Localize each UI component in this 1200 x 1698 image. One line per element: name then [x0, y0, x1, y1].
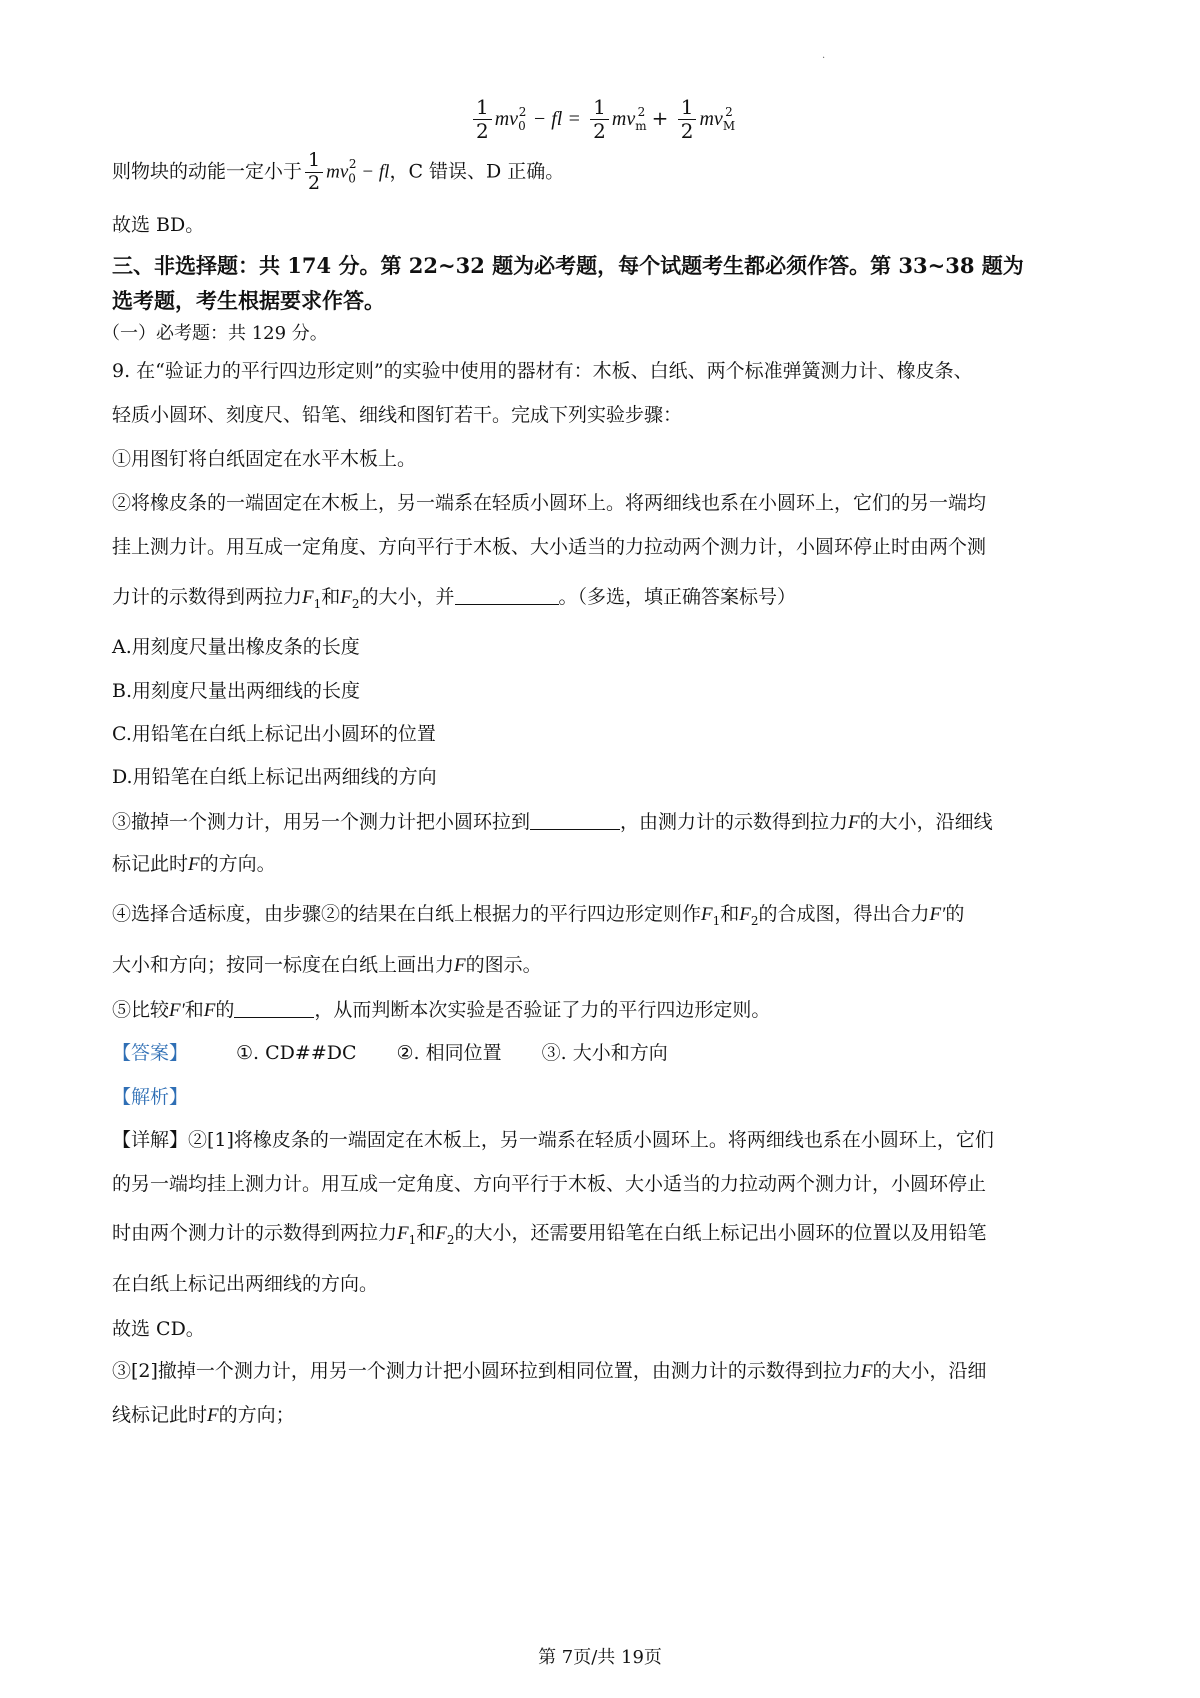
detail-line5: ③[2]撤掉一个测力计，用另一个测力计把小圆环拉到相同位置，由测力计的示数得到拉力F的大小，沿细	[112, 1360, 987, 1382]
detail-line1: 【详解】②[1]将橡皮条的一端固定在木板上，另一端系在轻质小圆环上。将两细线也系在小圆环上，它们	[112, 1129, 994, 1151]
corner-mark: .	[822, 50, 826, 61]
subsection-heading: （一）必考题：共 129 分。	[102, 323, 328, 344]
fraction-half: $\frac{1}{2}$	[590, 96, 609, 143]
step-3-line1: ③撤掉一个测力计，用另一个测力计把小圆环拉到 ，由测力计的示数得到拉力F的大小，沿细线	[112, 811, 993, 833]
fraction-half: $\frac{1}{2}$	[473, 96, 492, 143]
step-3-line2: 标记此时F的方向。	[112, 853, 276, 875]
answer-blank-3	[234, 998, 314, 1018]
answer-blank-2	[530, 810, 620, 830]
page-footer: 第 7页/共 19页	[538, 1647, 662, 1668]
step-1: ①用图钉将白纸固定在水平木板上。	[112, 448, 417, 470]
step-4-line1: ④选择合适标度，由步骤②的结果在白纸上根据力的平行四边形定则作$F_1$和$F_2$的合成图，得出合力F′的	[112, 903, 965, 928]
energy-equation: $\frac{1}{2}$ $mv_0^2$ − fl = $\frac{1}{2}$ $mv_m^2$ + $\frac{1}{2}$ $mv_M^2$	[470, 96, 733, 143]
question-9-line1: 9. 在“验证力的平行四边形定则”的实验中使用的器材有：木板、白纸、两个标准弹簧测力计、橡皮条、	[112, 360, 973, 382]
step-2-line3: 力计的示数得到两拉力$F_1$和$F_2$的大小，并 。（多选，填正确答案标号）	[112, 586, 797, 611]
step-2-line1: ②将橡皮条的一端固定在木板上，另一端系在轻质小圆环上。将两细线也系在小圆环上，它们的另一端均	[112, 492, 987, 514]
analysis-tag: 【解析】	[112, 1086, 189, 1108]
step-2-line2: 挂上测力计。用互成一定角度、方向平行于木板、大小适当的力拉动两个测力计，小圆环停止时由两个测	[112, 536, 987, 558]
step-5: ⑤比较F′和F的 ，从而判断本次实验是否验证了力的平行四边形定则。	[112, 999, 771, 1021]
detail-line2: 的另一端均挂上测力计。用互成一定角度、方向平行于木板、大小适当的力拉动两个测力计，小圆环停止	[112, 1173, 987, 1195]
answer-tag: 【答案】	[112, 1042, 189, 1064]
option-d: D.用铅笔在白纸上标记出两细线的方向	[112, 766, 437, 788]
option-a: A.用刻度尺量出橡皮条的长度	[112, 636, 360, 658]
detail-line4: 在白纸上标记出两细线的方向。	[112, 1273, 379, 1295]
step-4-line2: 大小和方向；按同一标度在白纸上画出力F的图示。	[112, 954, 542, 976]
answer-line: 【答案】 ①. CD##DC ②. 相同位置 ③. 大小和方向	[112, 1042, 668, 1064]
detail-line6: 线标记此时F的方向；	[112, 1404, 295, 1426]
section-heading-line1: 三、非选择题：共 174 分。第 22~32 题为必考题，每个试题考生都必须作答。第 33~38 题为	[112, 253, 1024, 278]
kinetic-energy-conclusion: 则物块的动能一定小于 $\frac{1}{2}$ $mv_0^2$ − fl，C 错误、D 正确。	[112, 149, 565, 194]
fraction-half: $\frac{1}{2}$	[678, 96, 697, 143]
answer-blank-1	[455, 585, 559, 605]
choose-cd: 故选 CD。	[112, 1318, 205, 1340]
option-c: C.用铅笔在白纸上标记出小圆环的位置	[112, 723, 436, 745]
question-9-line2: 轻质小圆环、刻度尺、铅笔、细线和图钉若干。完成下列实验步骤：	[112, 404, 683, 426]
option-b: B.用刻度尺量出两细线的长度	[112, 680, 361, 702]
choose-bd: 故选 BD。	[112, 214, 205, 236]
section-heading-line2: 选考题，考生根据要求作答。	[112, 288, 385, 313]
detail-line3: 时由两个测力计的示数得到两拉力$F_1$和$F_2$的大小，还需要用铅笔在白纸上标记出小圆环的位置以及用铅笔	[112, 1222, 987, 1247]
